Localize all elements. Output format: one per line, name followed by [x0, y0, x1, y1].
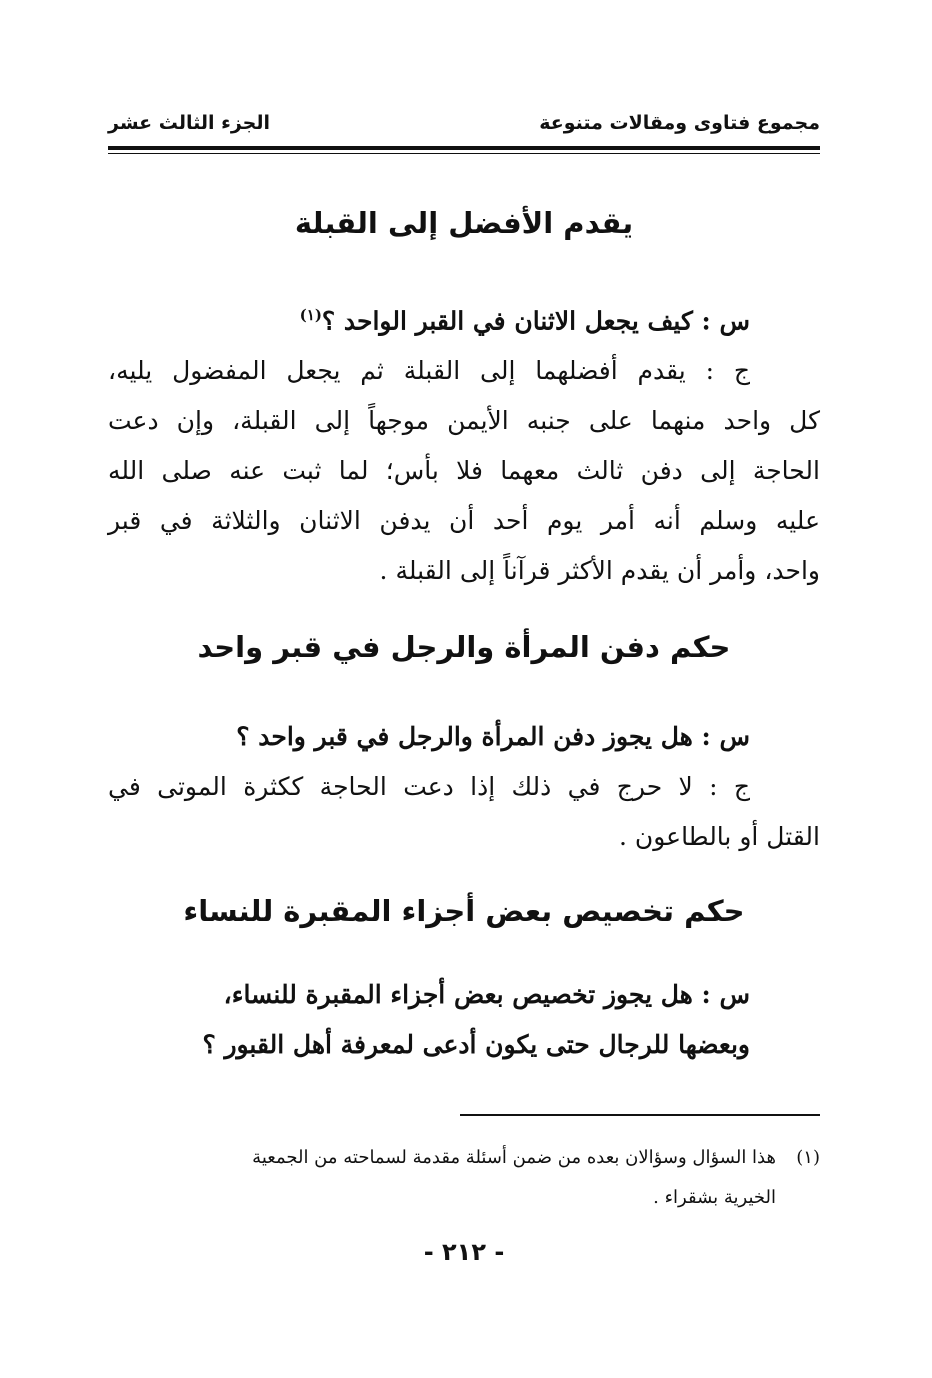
page-number: - ٢١٢ - [423, 1238, 505, 1266]
answer-1-line-4: عليه وسلم أنه أمر يوم أحد أن يدفن الاثنان والثلاثة في قبر [108, 506, 820, 536]
footnote-line-1: (١)هذا السؤال وسؤالان بعده من ضمن أسئلة مقدمة لسماحته من الجمعية [108, 1138, 820, 1178]
answer-2-line-1: ج : لا حرج في ذلك إذا دعت الحاجة ككثرة الموتى في [108, 772, 750, 801]
question-3-line-1: س : هل يجوز تخصيص بعض أجزاء المقبرة للنساء، [223, 980, 750, 1009]
footnote-line-2: الخيرية بشقراء . [653, 1187, 776, 1208]
answer-1-line-1: ج : يقدم أفضلهما إلى القبلة ثم يجعل المفضول يليه، [108, 356, 750, 386]
answer-1-line-2: كل واحد منهما على جنبه الأيمن موجهاً إلى القبلة، وإن دعت [108, 406, 820, 436]
running-header [108, 112, 820, 134]
section-2-body [108, 712, 820, 862]
section-heading-3: حكم تخصيص بعض أجزاء المقبرة للنساء [183, 894, 745, 928]
footnote-number: (١) [796, 1147, 820, 1168]
book-title: مجموع فتاوى ومقالات متنوعة [539, 112, 820, 134]
section-3-body [108, 970, 820, 1070]
header-rule-thin [108, 153, 820, 154]
question-1: س : كيف يجعل الاثنان في القبر الواحد ؟$^{(١)}$ [299, 306, 750, 336]
answer-1-line-5: واحد، وأمر أن يقدم الأكثر قرآناً إلى القبلة . [379, 556, 820, 586]
answer-1-line-3: الحاجة إلى دفن ثالث معهما فلا بأس؛ لما ثبت عنه صلى الله [108, 456, 820, 486]
footnote-ref: (١) [299, 306, 322, 324]
volume-label: الجزء الثالث عشر [108, 112, 271, 134]
answer-2-line-2: القتل أو بالطاعون . [618, 822, 820, 851]
section-1-body [108, 290, 820, 596]
header-rule [108, 146, 820, 150]
question-2: س : هل يجوز دفن المرأة والرجل في قبر واحد ؟ [236, 722, 750, 751]
section-heading-1: يقدم الأفضل إلى القبلة [294, 206, 634, 240]
footnote-rule [460, 1114, 820, 1116]
footnote [108, 1138, 820, 1218]
question-3-line-2: وبعضها للرجال حتى يكون أدعى لمعرفة أهل القبور ؟ [202, 1030, 750, 1059]
section-heading-2: حكم دفن المرأة والرجل في قبر واحد [197, 630, 731, 664]
